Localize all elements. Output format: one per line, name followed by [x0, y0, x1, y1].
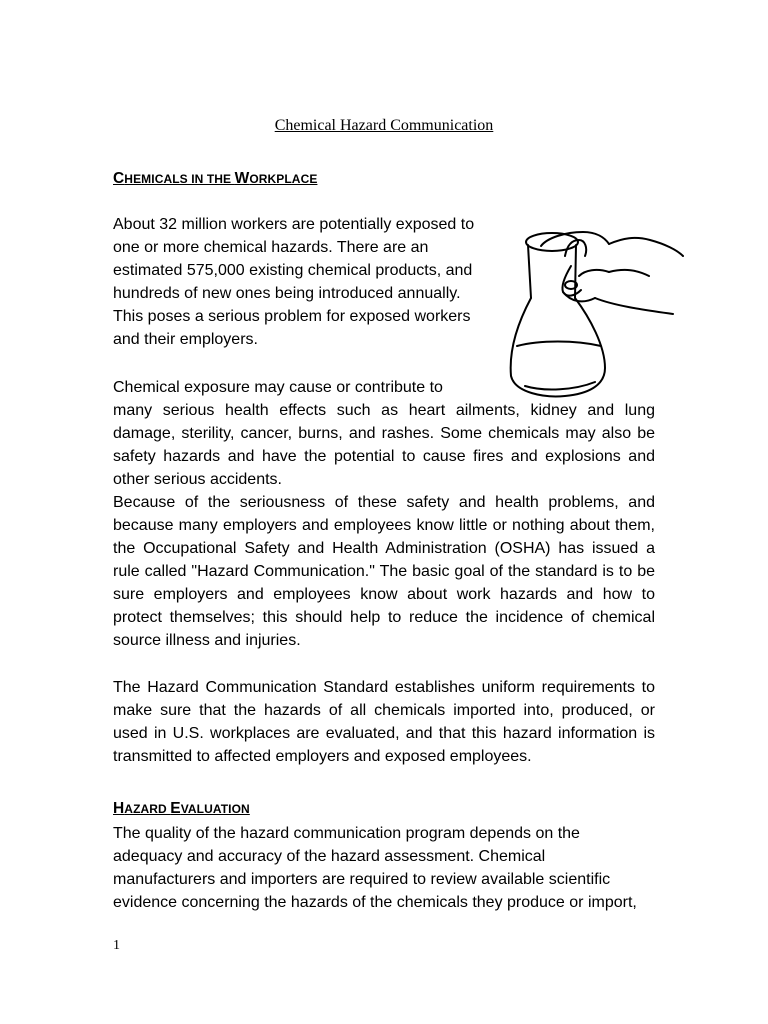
- page-title: Chemical Hazard Communication: [274, 117, 494, 134]
- paragraph-hazard-evaluation: The quality of the hazard communication program depends on the adequacy and accuracy of the hazard assessment. Chemical manufacturers and importers are required to review available scientific evidence concerning the hazards of the chemicals they produce or import,: [113, 825, 637, 911]
- paragraph-chemical-exposure: Chemical exposure may cause or contribute to many serious health effects such as heart ailments, kidney and lung damage, sterility, cancer, burns, and rashes. Some chemicals may also be safety hazards and have the potential to cause fires and explosions and other serious accidents.: [113, 379, 655, 488]
- page-number: 1: [113, 938, 120, 953]
- paragraph-osha-rule: Because of the seriousness of these safety and health problems, and because many employers and employees know little or nothing about them, the Occupational Safety and Health Administration (OSHA) has issued a rule called "Hazard Communication." The basic goal of the standard is to be sure employers and employees know about work hazards and how to protect themselves; this should help to reduce the incidence of chemical source illness and injuries.: [113, 494, 655, 649]
- section-heading-hazard-evaluation: HAZARD EVALUATION: [113, 800, 250, 817]
- paragraph-hazard-standard: The Hazard Communication Standard establishes uniform requirements to make sure that the hazards of all chemicals imported into, produced, or used in U.S. workplaces are evaluated, and that this hazard information is transmitted to affected employers and exposed employees.: [113, 679, 655, 765]
- paragraph-workers-exposed: About 32 million workers are potentially exposed to one or more chemical hazards. There are an estimated 575,000 existing chemical products, and hundreds of new ones being introduced annually. This poses a serious problem for exposed workers and their employers.: [113, 216, 475, 348]
- section-heading-chemicals-in-workplace: CHEMICALS IN THE WORKPLACE: [113, 170, 318, 187]
